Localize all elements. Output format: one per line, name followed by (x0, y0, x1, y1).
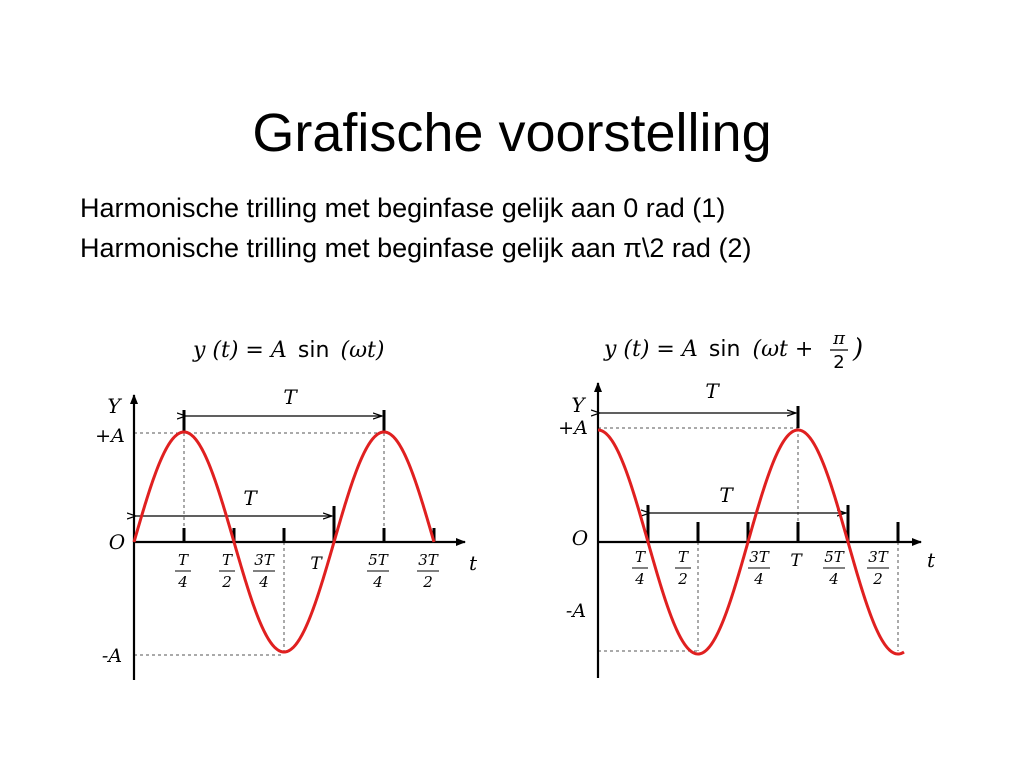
formula-lhs: y (t) = A (604, 337, 698, 362)
formula-fn: sin (297, 338, 330, 363)
subtitle-graph-1: Harmonische trilling met beginfase gelijk aan 0 rad (1) (80, 193, 726, 223)
svg-text:T: T (790, 551, 802, 571)
svg-text:4: 4 (178, 573, 188, 591)
slide-title: Grafische voorstelling (252, 103, 772, 163)
graph-2-formula-frac-num: π (833, 328, 845, 349)
svg-text:T: T (634, 548, 646, 566)
graph-1-ticks (184, 528, 434, 542)
graph-2-period-mid-label: T (719, 483, 733, 507)
graph-1-period-top-label: T (283, 385, 297, 409)
svg-text:5T: 5T (368, 551, 388, 569)
svg-text:4: 4 (754, 570, 764, 588)
svg-text:5T: 5T (824, 548, 844, 566)
formula-arg-open: (ωt + (752, 337, 814, 362)
svg-text:3T: 3T (868, 548, 888, 566)
graph-2-minus-a-label: -A (565, 600, 587, 622)
svg-text:T: T (310, 554, 322, 574)
tick-label-t (310, 554, 323, 574)
tick-label-t-half (675, 548, 691, 588)
svg-text:T: T (177, 551, 189, 569)
tick-label-t-half (219, 551, 235, 591)
tick-label-3t-quarter (253, 551, 275, 591)
svg-text:3T: 3T (749, 548, 769, 566)
graph-2-y-axis-label: Y (571, 393, 585, 417)
graph-1-formula (192, 337, 384, 363)
svg-text:T: T (677, 548, 689, 566)
tick-label-3t-half (417, 551, 439, 591)
graph-2-formula-close: ) (853, 334, 864, 364)
svg-text:4: 4 (635, 570, 645, 588)
graph-1-plus-a-label: +A (95, 425, 125, 447)
formula-fn: sin (708, 337, 741, 362)
graph-2-ticks (648, 522, 898, 542)
graph-2-formula-frac-den: 2 (833, 352, 845, 373)
svg-text:2: 2 (678, 570, 688, 588)
svg-text:T: T (221, 551, 233, 569)
tick-label-5t-quarter (367, 551, 389, 591)
svg-text:4: 4 (373, 573, 383, 591)
tick-label-5t-quarter (823, 548, 845, 588)
graph-1-period-mid-label: T (243, 486, 257, 510)
graph-1-t-axis-label: t (468, 551, 478, 575)
svg-text:3T: 3T (254, 551, 274, 569)
svg-text:2: 2 (222, 573, 232, 591)
graph-2-origin-label: O (571, 526, 589, 550)
graph-2 (558, 328, 936, 678)
subtitle-graph-2: Harmonische trilling met beginfase gelijk aan π\2 rad (2) (80, 233, 752, 263)
graph-1-minus-a-label: -A (101, 645, 123, 667)
tick-label-t (790, 551, 803, 571)
graph-2-formula (603, 336, 813, 362)
graph-1 (95, 337, 478, 680)
tick-label-t-quarter (632, 548, 648, 588)
tick-label-3t-quarter (748, 548, 770, 588)
svg-text:3T: 3T (418, 551, 438, 569)
svg-text:2: 2 (423, 573, 433, 591)
svg-text:4: 4 (829, 570, 839, 588)
formula-arg: (ωt) (340, 338, 385, 363)
graph-1-tick-labels (175, 551, 439, 591)
formula-lhs: y (t) = A (193, 338, 287, 363)
graph-1-y-axis-label: Y (107, 394, 121, 418)
svg-text:2: 2 (873, 570, 883, 588)
svg-text:4: 4 (259, 573, 269, 591)
tick-label-3t-half (867, 548, 889, 588)
graph-2-plus-a-label: +A (558, 417, 588, 439)
graph-2-period-top-label: T (705, 379, 719, 403)
tick-label-t-quarter (175, 551, 191, 591)
graph-2-t-axis-label: t (926, 548, 936, 572)
graph-1-origin-label: O (108, 530, 126, 554)
